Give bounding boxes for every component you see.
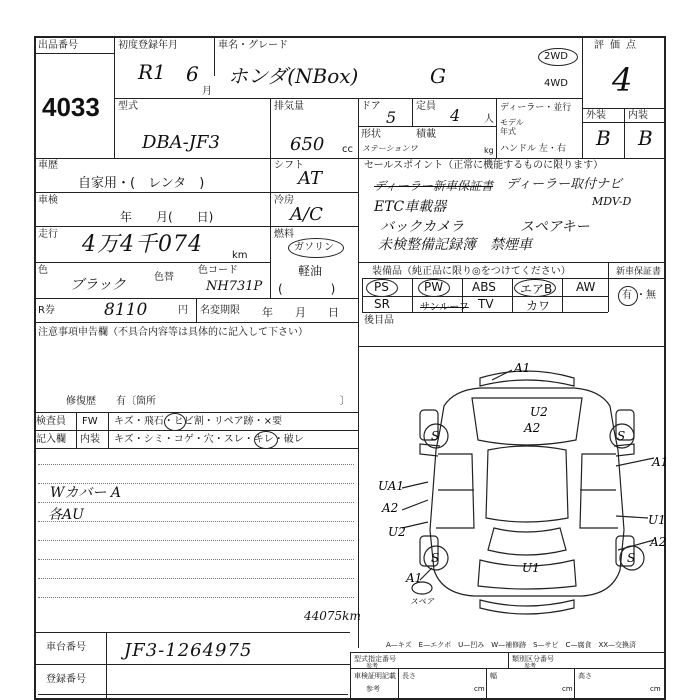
equip-circle bbox=[366, 279, 398, 297]
month-unit: 月 bbox=[202, 86, 212, 97]
mileage-unit: km bbox=[232, 250, 248, 261]
warranty-no: 無 bbox=[646, 290, 656, 301]
equip-sr: SR bbox=[374, 297, 390, 311]
divider bbox=[34, 430, 358, 431]
mileage-value: 4万4千074 bbox=[82, 232, 203, 257]
repair-label: 修復歴 bbox=[66, 396, 96, 407]
divider bbox=[358, 346, 666, 347]
form-type-ref: 参考 bbox=[366, 663, 379, 670]
repair-close: 〕 bbox=[340, 396, 350, 407]
note-line bbox=[38, 597, 354, 598]
inspector-row2: キズ・シミ・コゲ・穴・スレ・キレ・破レ bbox=[114, 434, 304, 445]
inspector-row1: キズ・飛石・ヒビ割・リペア跡・×要 bbox=[114, 416, 282, 427]
form-class-number: 類別区分番号 bbox=[512, 655, 554, 663]
right-doors bbox=[580, 454, 618, 528]
rear-bumper bbox=[480, 600, 574, 614]
mark-a2-hood: A2 bbox=[524, 421, 541, 435]
rear-window bbox=[488, 528, 566, 555]
divider bbox=[214, 36, 215, 76]
divider bbox=[486, 668, 487, 700]
fuel-label: 燃料 bbox=[274, 229, 294, 240]
mark-a1-front: A1 bbox=[514, 361, 531, 375]
divider bbox=[358, 262, 666, 263]
mark-u2-hood: U2 bbox=[530, 405, 548, 419]
disp-value: 650 bbox=[290, 134, 325, 155]
ext-label: 外装 bbox=[586, 110, 606, 121]
first-reg-month: 6 bbox=[186, 62, 199, 86]
divider bbox=[624, 108, 625, 158]
divider bbox=[38, 694, 348, 695]
cap-label: 定員 bbox=[416, 101, 436, 112]
divider bbox=[34, 53, 114, 54]
divider bbox=[270, 98, 271, 158]
load-label: 積載 bbox=[416, 129, 436, 140]
inspection-label: 車検 bbox=[38, 195, 58, 206]
ac-value: A/C bbox=[290, 204, 323, 225]
history-value: 自家用・( レンタ ) bbox=[78, 176, 205, 191]
form-length: 長さ bbox=[402, 672, 416, 680]
fuel-paren: ( ) bbox=[278, 282, 336, 296]
inspector-label: 検査員 bbox=[36, 416, 66, 427]
mark-a2-right: A2 bbox=[650, 535, 667, 549]
divider bbox=[582, 36, 583, 158]
divider bbox=[562, 278, 563, 312]
note-line bbox=[38, 521, 354, 522]
divider bbox=[34, 448, 358, 449]
divider bbox=[34, 158, 666, 159]
divider bbox=[106, 632, 107, 700]
form-width: 幅 bbox=[490, 672, 497, 680]
disp-label: 排気量 bbox=[274, 101, 304, 112]
form-type-number: 型式指定番号 bbox=[354, 655, 396, 663]
color-code-label: 色コード bbox=[198, 265, 238, 276]
handle-label: ハンドル 左・右 bbox=[500, 144, 566, 154]
shape-value: ステーションワ bbox=[362, 144, 418, 153]
divider bbox=[108, 412, 109, 448]
color-code-value: NH731P bbox=[206, 279, 263, 294]
note-line bbox=[38, 464, 354, 465]
cap-value: 4 bbox=[450, 106, 461, 125]
mark-s-rl: S bbox=[431, 551, 440, 565]
recycle-label: R券 bbox=[38, 305, 55, 316]
divider bbox=[508, 652, 509, 668]
note-line bbox=[38, 540, 354, 541]
shift-label: シフト bbox=[274, 160, 304, 171]
equip-tv: TV bbox=[478, 297, 494, 311]
car-name: ホンダ(NBox) bbox=[228, 64, 359, 88]
left-doors bbox=[436, 454, 474, 528]
inspection-value: 年 月( 日) bbox=[120, 210, 214, 224]
recycle-value: 8110 bbox=[104, 300, 148, 320]
fuel-diesel: 軽油 bbox=[298, 264, 323, 278]
rear-label: 後目品 bbox=[364, 315, 394, 326]
mark-circle bbox=[164, 413, 186, 431]
legend: A—キズ E—エクボ U—凹み W—補修跡 S—サビ C—腐食 XX—交換済 bbox=[386, 641, 637, 649]
model-label: 型式 bbox=[118, 101, 138, 112]
color-value: ブラック bbox=[70, 277, 126, 293]
sales-line2: ETC車載器 bbox=[374, 199, 447, 215]
meigi-label: 名変期限 bbox=[200, 305, 240, 316]
divider bbox=[412, 98, 413, 126]
right-mirror bbox=[614, 444, 634, 456]
equip-ps: PS bbox=[374, 280, 389, 294]
equip-pw: PW bbox=[424, 280, 444, 294]
note-line bbox=[38, 502, 354, 503]
divider bbox=[496, 98, 497, 158]
history-label: 車歴 bbox=[38, 160, 58, 171]
chassis-value: JF3-1264975 bbox=[124, 640, 253, 661]
color-change-label: 色替 bbox=[154, 272, 174, 283]
divider bbox=[358, 158, 359, 648]
mark-u1-trunk: U1 bbox=[522, 561, 540, 575]
mark-circle bbox=[254, 431, 278, 449]
equipment-title: 装備品（純正品に限り◎をつけてください） bbox=[372, 266, 571, 277]
equip-circle bbox=[418, 279, 450, 297]
warranty-label: 新車保証書 bbox=[616, 267, 662, 277]
equip-aw: AW bbox=[576, 280, 596, 294]
inspector-fw: FW bbox=[82, 416, 98, 427]
equip-airbag: エアB bbox=[520, 282, 553, 296]
divider bbox=[608, 262, 609, 312]
mileage-label: 走行 bbox=[38, 229, 58, 240]
divider bbox=[34, 632, 350, 633]
divider bbox=[512, 278, 513, 312]
ac-label: 冷房 bbox=[274, 195, 294, 206]
divider bbox=[34, 262, 270, 263]
form-cert: 車検証明記載 bbox=[354, 672, 396, 680]
sales-line1b: MDV-D bbox=[592, 195, 632, 208]
sales-line3b: スペアキー bbox=[520, 219, 590, 235]
meigi-value: 年 月 日 bbox=[262, 306, 339, 319]
inspector-entry-label: 記入欄 bbox=[36, 434, 66, 445]
note-line bbox=[38, 578, 354, 579]
divider bbox=[398, 668, 399, 700]
roof bbox=[486, 446, 568, 522]
notes-title: 注意事項申告欄（不具合内容等は具体的に記入して下さい） bbox=[38, 327, 308, 338]
mark-s-rr: S bbox=[627, 551, 636, 565]
divider bbox=[582, 122, 666, 123]
mark-a1-right: A1 bbox=[652, 455, 669, 469]
hand-note-2: 各AU bbox=[48, 507, 84, 523]
divider bbox=[412, 278, 413, 312]
note-line bbox=[38, 559, 354, 560]
warranty-dot: ・ bbox=[636, 290, 646, 301]
model-year-label: モデル 年式 bbox=[500, 118, 524, 136]
sales-title: セールスポイント（正常に機能するものに限ります） bbox=[364, 160, 604, 171]
form-height: 高さ bbox=[578, 672, 592, 680]
divider bbox=[114, 98, 582, 99]
color-label: 色 bbox=[38, 265, 48, 276]
sales-line4: 未検整備記録簿 禁煙車 bbox=[378, 237, 532, 253]
load-unit: kg bbox=[484, 146, 494, 155]
score-value: 4 bbox=[612, 61, 633, 99]
mark-u1-right: U1 bbox=[648, 513, 666, 527]
score-label: 評価点 bbox=[594, 40, 642, 51]
int-score: B bbox=[638, 126, 653, 150]
mark-ua1-left: UA1 bbox=[378, 479, 405, 493]
lot-label: 出品番号 bbox=[38, 40, 78, 51]
form-class-ref: 参考 bbox=[524, 663, 537, 670]
note-line bbox=[38, 483, 354, 484]
inspector-int: 内装 bbox=[80, 434, 100, 445]
shape-label: 形状 bbox=[361, 129, 381, 140]
distance-note: 44075km bbox=[304, 609, 361, 623]
mark-u2-left: U2 bbox=[388, 525, 406, 539]
lot-number: 4033 bbox=[42, 92, 100, 122]
form-height-cm: cm bbox=[650, 685, 661, 693]
equip-circle bbox=[514, 279, 556, 297]
equip-leather: カワ bbox=[526, 299, 551, 313]
divider bbox=[34, 412, 358, 413]
car-grade: G bbox=[430, 64, 446, 88]
drive-2wd: 2WD bbox=[544, 51, 568, 62]
yen-unit: 円 bbox=[178, 305, 188, 316]
divider bbox=[362, 278, 363, 312]
divider bbox=[358, 98, 359, 158]
first-reg-year: R1 bbox=[138, 60, 166, 84]
sales-line1: ディーラー取付ナビ bbox=[506, 177, 622, 192]
warranty-yes: 有 bbox=[622, 290, 632, 301]
cap-unit: 人 bbox=[484, 114, 494, 125]
mark-s-fr: S bbox=[617, 429, 626, 443]
form-width-cm: cm bbox=[562, 685, 573, 693]
hand-note-1: Wカバー A bbox=[50, 485, 121, 501]
sales-line3: バックカメラ bbox=[380, 219, 464, 235]
divider bbox=[34, 664, 350, 665]
door-label: ドア bbox=[361, 101, 381, 112]
sales-line1-struck: ディーラー新車保証書 bbox=[374, 179, 494, 193]
damage-diagram bbox=[362, 350, 669, 632]
divider bbox=[574, 668, 575, 700]
model-value: DBA-JF3 bbox=[142, 132, 220, 153]
divider bbox=[76, 412, 77, 448]
shift-value: AT bbox=[298, 168, 323, 189]
repair-value: 有〔箇所 bbox=[116, 396, 156, 407]
ext-score: B bbox=[596, 126, 611, 150]
fuel-gas: ガソリン bbox=[294, 242, 334, 253]
divider bbox=[362, 278, 666, 279]
equip-sunroof: サンルーフ bbox=[420, 302, 469, 313]
divider bbox=[196, 298, 197, 322]
divider bbox=[358, 126, 496, 127]
reg-label: 登録番号 bbox=[46, 674, 86, 685]
divider bbox=[270, 158, 271, 298]
equip-abs: ABS bbox=[472, 280, 496, 294]
chassis-label: 車台番号 bbox=[46, 642, 86, 653]
mark-s-fl: S bbox=[431, 429, 440, 443]
door-value: 5 bbox=[386, 108, 397, 127]
int-label: 内装 bbox=[628, 110, 648, 121]
first-reg-label: 初度登録年月 bbox=[118, 40, 178, 51]
divider bbox=[362, 312, 608, 313]
divider bbox=[114, 36, 115, 158]
spare-label: スペア bbox=[410, 597, 434, 606]
divider bbox=[34, 226, 358, 227]
form-cert-ref: 参考 bbox=[366, 685, 380, 693]
divider bbox=[34, 322, 358, 323]
name-label: 車名・グレード bbox=[218, 40, 288, 51]
mark-a2-left: A2 bbox=[382, 501, 399, 515]
divider bbox=[34, 192, 358, 193]
mark-a1-rear: A1 bbox=[406, 571, 423, 585]
disp-unit: cc bbox=[342, 144, 353, 155]
drive-4wd: 4WD bbox=[544, 78, 568, 89]
dealer-label: ディーラー・並行 bbox=[500, 103, 572, 113]
form-length-cm: cm bbox=[474, 685, 485, 693]
